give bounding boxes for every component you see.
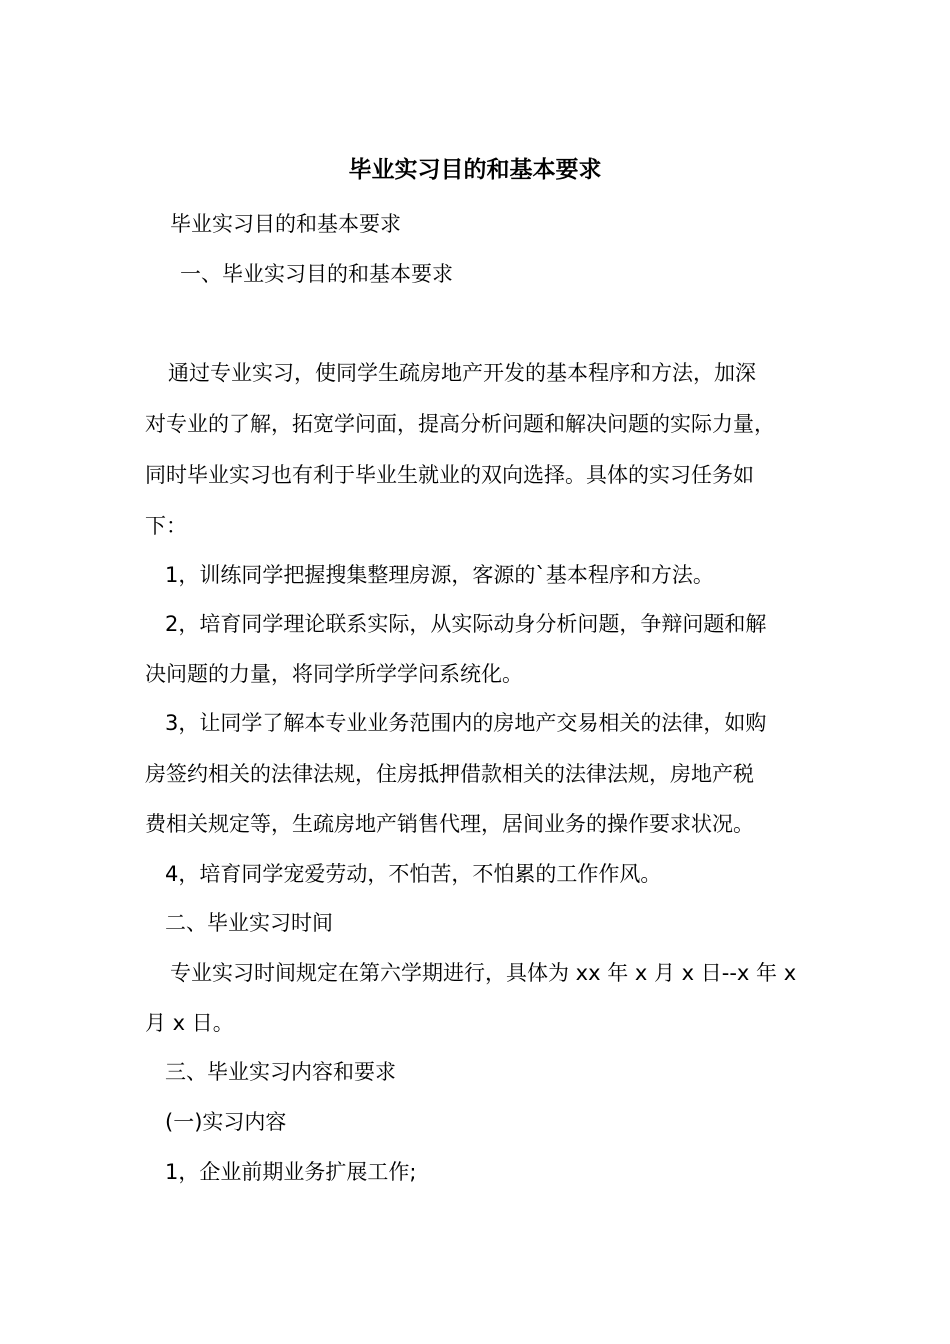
subsection-heading-1: (一)实习内容 bbox=[165, 1110, 287, 1134]
task-1-line-1: 1，训练同学把握搜集整理房源，客源的`基本程序和方法。 bbox=[165, 563, 714, 587]
time-line-2: 月 x 日。 bbox=[145, 1011, 234, 1035]
intro-line-4: 下： bbox=[145, 514, 187, 538]
document-subtitle: 毕业实习目的和基本要求 bbox=[170, 212, 401, 236]
section-heading-1: 一、毕业实习目的和基本要求 bbox=[180, 262, 453, 286]
task-2-line-1: 2，培育同学理论联系实际，从实际动身分析问题，争辩问题和解 bbox=[165, 612, 767, 636]
task-2-line-2: 决问题的力量，将同学所学学问系统化。 bbox=[145, 662, 523, 686]
section-heading-3: 三、毕业实习内容和要求 bbox=[165, 1060, 396, 1084]
task-4-line-1: 4，培育同学宠爱劳动，不怕苦，不怕累的工作作风。 bbox=[165, 862, 662, 886]
section-heading-2: 二、毕业实习时间 bbox=[165, 911, 333, 935]
intro-line-1: 通过专业实习，使同学生疏房地产开发的基本程序和方法，加深 bbox=[168, 361, 756, 385]
time-line-1: 专业实习时间规定在第六学期进行，具体为 xx 年 x 月 x 日--x 年 x bbox=[170, 961, 797, 985]
task-3-line-3: 费相关规定等，生疏房地产销售代理，居间业务的操作要求状况。 bbox=[145, 812, 754, 836]
task-3-line-1: 3，让同学了解本专业业务范围内的房地产交易相关的法律，如购 bbox=[165, 711, 767, 735]
content-item-1: 1，企业前期业务扩展工作; bbox=[165, 1160, 417, 1184]
intro-line-2: 对专业的了解，拓宽学问面，提高分析问题和解决问题的实际力量， bbox=[145, 412, 775, 436]
document-title: 毕业实习目的和基本要求 bbox=[348, 156, 602, 183]
intro-line-3: 同时毕业实习也有利于毕业生就业的双向选择。具体的实习任务如 bbox=[145, 463, 754, 487]
task-3-line-2: 房签约相关的法律法规，住房抵押借款相关的法律法规，房地产税 bbox=[145, 762, 754, 786]
